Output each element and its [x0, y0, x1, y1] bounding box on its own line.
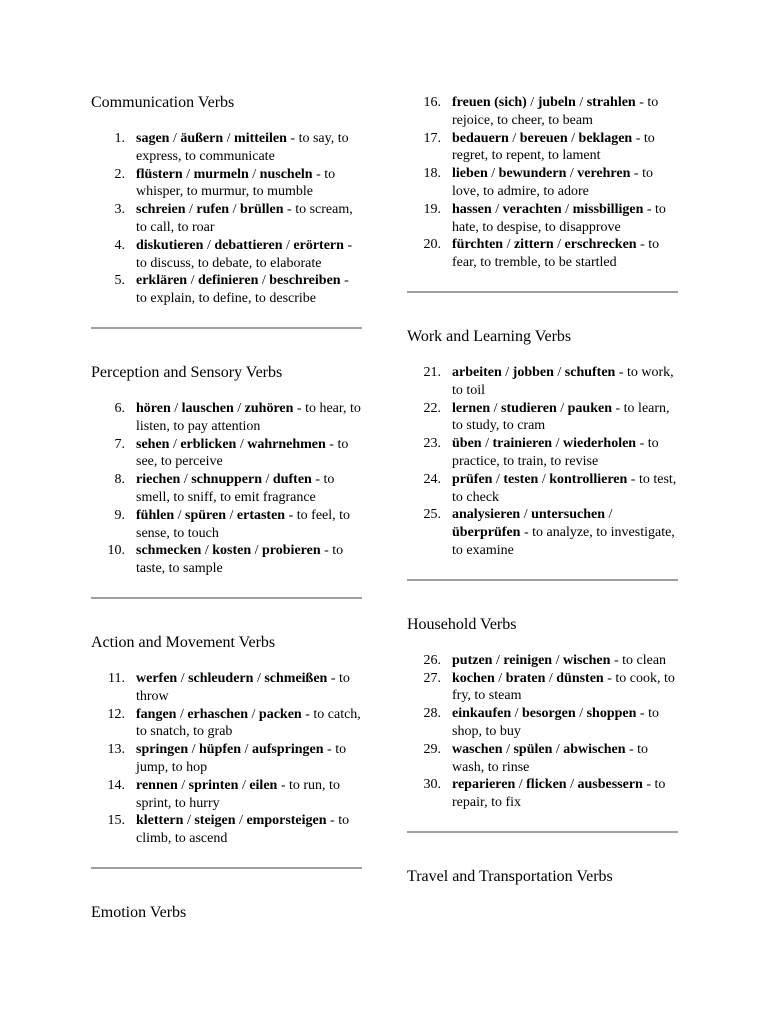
german-verb: lieben [452, 166, 488, 182]
section-title: Work and Learning Verbs [407, 327, 572, 345]
german-verb: reinigen [503, 652, 553, 668]
german-verb: analysieren [452, 507, 521, 523]
list-item: 9. fühlen / spüren / ertasten - to feel, to sense, to touch [91, 507, 362, 543]
german-verb: kochen [452, 670, 495, 686]
list-item: 18. lieben / bewundern / verehren - to love, to admire, to adore [407, 165, 678, 201]
english-meaning: to climb, to ascend [136, 813, 350, 847]
list-item: 16. freuen (sich) / jubeln / strahlen - to rejoice, to cheer, to beam [407, 94, 678, 130]
german-verb: probieren [262, 543, 321, 559]
german-verb: sprinten [188, 777, 239, 793]
item-number: 21. [423, 364, 441, 380]
list-item: 3. schreien / rufen / brüllen - to scream, to call, to roar [91, 201, 362, 237]
german-verb: pauken [567, 400, 612, 416]
german-verb: freuen (sich) [452, 95, 527, 110]
item-number: 27. [423, 670, 441, 686]
german-verb: bewundern [498, 166, 567, 182]
german-verb: diskutieren [136, 237, 204, 253]
german-verb: emporsteigen [246, 813, 327, 829]
list-item: 5. erklären / definieren / beschreiben - to explain, to define, to describe [91, 272, 362, 308]
german-verb: untersuchen [531, 507, 605, 523]
item-number: 11. [108, 670, 125, 686]
english-meaning: to test, to check [452, 471, 677, 505]
english-meaning: to hate, to despise, to disapprove [452, 201, 666, 235]
english-meaning: to catch, to snatch, to grab [136, 706, 361, 740]
section [91, 364, 362, 578]
german-verb: debattieren [214, 237, 283, 253]
german-verb: steigen [194, 813, 236, 829]
german-verb: schmecken [136, 543, 202, 559]
german-verb: mitteilen [234, 131, 287, 146]
german-verb: sagen [136, 131, 170, 146]
section [91, 634, 362, 848]
german-verb: verachten [502, 201, 562, 217]
verb-list [407, 364, 678, 560]
list-item: 22. lernen / studieren / pauken - to learn, to study, to cram [407, 400, 678, 436]
german-verb: murmeln [193, 166, 249, 182]
german-verb: kontrollieren [549, 471, 628, 487]
german-verb: braten [505, 670, 546, 686]
german-verb: überprüfen [452, 525, 521, 541]
item-number: 6. [114, 400, 125, 416]
german-verb: spülen [513, 741, 553, 757]
list-item: 1. sagen / äußern / mitteilen - to say, to express, to communicate [91, 130, 362, 166]
item-number: 9. [114, 507, 125, 523]
german-verb: hören [136, 400, 171, 416]
german-verb: klettern [136, 813, 184, 829]
german-verb: rufen [196, 202, 230, 218]
item-number: 22. [423, 400, 441, 416]
list-item: 10. schmecken / kosten / probieren - to taste, to sample [91, 542, 362, 578]
german-verb: prüfen [452, 471, 493, 487]
german-verb: fangen [136, 706, 177, 722]
item-number: 30. [423, 777, 441, 793]
section-title: Perception and Sensory Verbs [91, 363, 283, 381]
item-number: 25. [423, 507, 441, 523]
german-verb: fühlen [136, 507, 175, 523]
section-title: Communication Verbs [91, 94, 235, 111]
german-verb: strahlen [586, 95, 636, 110]
german-verb: hassen [452, 201, 492, 217]
german-verb: wahrnehmen [247, 436, 326, 452]
verb-list [91, 400, 362, 578]
list-item: 26. putzen / reinigen / wischen - to clean [407, 652, 678, 670]
english-meaning: to work, to toil [452, 364, 674, 398]
section [91, 904, 362, 922]
list-item: 6. hören / lauschen / zuhören - to hear, to listen, to pay attention [91, 400, 362, 436]
item-number: 4. [114, 237, 125, 253]
german-verb: arbeiten [452, 364, 502, 380]
item-number: 17. [423, 130, 441, 146]
german-verb: sehen [136, 436, 170, 452]
german-verb: putzen [452, 652, 493, 668]
english-meaning: to practice, to train, to revise [452, 436, 659, 469]
english-meaning: to say, to express, to communicate [136, 131, 349, 164]
verb-list [407, 652, 678, 812]
list-item: 15. klettern / steigen / emporsteigen - to climb, to ascend [91, 812, 362, 848]
german-verb: ausbessern [577, 777, 643, 793]
list-item: 14. rennen / sprinten / eilen - to run, to sprint, to hurry [91, 777, 362, 813]
item-number: 8. [114, 472, 125, 488]
item-number: 16. [423, 95, 441, 110]
section-title: Travel and Transportation Verbs [407, 867, 613, 885]
german-verb: schleudern [188, 670, 254, 686]
english-meaning: to jump, to hop [136, 742, 347, 775]
german-verb: eilen [249, 777, 278, 793]
list-item: 27. kochen / braten / dünsten - to cook, to fry, to steam [407, 670, 678, 706]
verb-list [407, 94, 678, 272]
english-meaning: to cook, to fry, to steam [452, 670, 675, 704]
section [407, 616, 678, 812]
german-verb: flüstern [136, 166, 183, 182]
right-column [407, 94, 678, 886]
german-verb: bedauern [452, 130, 509, 146]
german-verb: beklagen [578, 130, 633, 146]
list-item: 23. üben / trainieren / wiederholen - to practice, to train, to revise [407, 435, 678, 471]
german-verb: dünsten [556, 670, 604, 686]
item-number: 1. [114, 131, 125, 146]
list-item: 7. sehen / erblicken / wahrnehmen - to see, to perceive [91, 436, 362, 472]
item-number: 19. [423, 201, 441, 217]
list-item: 4. diskutieren / debattieren / erörtern - to discuss, to debate, to elaborate [91, 237, 362, 273]
english-meaning: to feel, to sense, to touch [136, 507, 351, 541]
german-verb: jubeln [537, 95, 576, 110]
german-verb: werfen [136, 670, 178, 686]
german-verb: erörtern [293, 237, 344, 253]
english-meaning: to wash, to rinse [452, 741, 649, 775]
list-item: 28. einkaufen / besorgen / shoppen - to shop, to buy [407, 705, 678, 741]
english-meaning: to clean [622, 652, 667, 668]
german-verb: bereuen [519, 130, 568, 146]
english-meaning: to fear, to tremble, to be startled [452, 237, 660, 271]
german-verb: shoppen [586, 706, 637, 722]
section-title: Household Verbs [407, 615, 517, 633]
english-meaning: to love, to admire, to adore [452, 166, 653, 199]
english-meaning: to taste, to sample [136, 543, 344, 577]
german-verb: lernen [452, 400, 491, 416]
section [407, 94, 678, 272]
german-verb: beschreiben [269, 273, 341, 289]
english-meaning: to rejoice, to cheer, to beam [452, 95, 659, 128]
list-item: 11. werfen / schleudern / schmeißen - to throw [91, 670, 362, 706]
item-number: 13. [107, 742, 125, 758]
english-meaning: to run, to sprint, to hurry [136, 777, 340, 811]
list-item: 8. riechen / schnuppern / duften - to smell, to sniff, to emit fragrance [91, 471, 362, 507]
german-verb: hüpfen [199, 742, 242, 758]
german-verb: waschen [452, 741, 503, 757]
german-verb: jobben [512, 364, 554, 380]
german-verb: kosten [212, 543, 252, 559]
list-item: 21. arbeiten / jobben / schuften - to work, to toil [407, 364, 678, 400]
german-verb: testen [503, 471, 539, 487]
german-verb: zittern [513, 237, 554, 253]
item-number: 20. [423, 237, 441, 253]
left-column [91, 94, 362, 922]
german-verb: abwischen [563, 741, 626, 757]
item-number: 15. [107, 813, 125, 829]
item-number: 10. [107, 543, 125, 559]
german-verb: schuften [564, 364, 616, 380]
item-number: 24. [423, 471, 441, 487]
section-title: Emotion Verbs [91, 903, 187, 921]
item-number: 29. [423, 741, 441, 757]
german-verb: rennen [136, 777, 178, 793]
item-number: 14. [107, 777, 125, 793]
english-meaning: to analyze, to investigate, to examine [452, 525, 675, 558]
german-verb: brüllen [239, 202, 284, 218]
list-item: 2. flüstern / murmeln / nuscheln - to whisper, to murmur, to mumble [91, 166, 362, 202]
item-number: 7. [114, 436, 125, 452]
german-verb: einkaufen [452, 706, 512, 722]
list-item: 24. prüfen / testen / kontrollieren - to test, to check [407, 471, 678, 507]
german-verb: studieren [501, 400, 557, 416]
german-verb: schnuppern [191, 472, 263, 488]
section-title: Action and Movement Verbs [91, 633, 276, 651]
english-meaning: to scream, to call, to roar [136, 202, 353, 235]
english-meaning: to regret, to repent, to lament [452, 130, 655, 164]
german-verb: wiederholen [562, 436, 637, 452]
section [91, 94, 362, 308]
item-number: 18. [423, 166, 441, 182]
german-verb: lauschen [181, 400, 234, 416]
english-meaning: to hear, to listen, to pay attention [136, 400, 361, 434]
english-meaning: to repair, to fix [452, 777, 666, 811]
section [407, 868, 678, 886]
german-verb: trainieren [492, 436, 553, 452]
german-verb: flicken [526, 777, 567, 793]
german-verb: schreien [136, 202, 186, 218]
german-verb: erklären [136, 273, 188, 289]
german-verb: duften [272, 472, 312, 488]
german-verb: üben [452, 436, 482, 452]
verb-list [91, 130, 362, 308]
item-number: 26. [423, 652, 441, 668]
verb-list [91, 670, 362, 848]
german-verb: spüren [185, 507, 226, 523]
item-number: 2. [114, 166, 125, 182]
german-verb: schmeißen [264, 670, 328, 686]
english-meaning: to smell, to sniff, to emit fragrance [136, 472, 335, 505]
english-meaning: to discuss, to debate, to elaborate [136, 255, 322, 271]
english-meaning: to learn, to study, to cram [452, 400, 670, 434]
german-verb: nuscheln [259, 166, 313, 182]
german-verb: äußern [180, 131, 224, 146]
german-verb: erblicken [180, 436, 237, 452]
list-item: 13. springen / hüpfen / aufspringen - to jump, to hop [91, 741, 362, 777]
item-number: 5. [114, 273, 125, 289]
german-verb: wischen [562, 652, 611, 668]
german-verb: definieren [197, 273, 259, 289]
english-meaning: to see, to perceive [136, 436, 349, 470]
german-verb: erschrecken [564, 237, 637, 253]
german-verb: aufspringen [251, 742, 324, 758]
german-verb: zuhören [244, 400, 294, 416]
list-item: 30. reparieren / flicken / ausbessern - to repair, to fix [407, 776, 678, 812]
section [407, 328, 678, 560]
list-item: 29. waschen / spülen / abwischen - to wash, to rinse [407, 741, 678, 777]
german-verb: missbilligen [572, 201, 644, 217]
list-item: 17. bedauern / bereuen / beklagen - to regret, to repent, to lament [407, 130, 678, 166]
item-number: 3. [114, 202, 125, 218]
item-number: 28. [423, 706, 441, 722]
list-item: 19. hassen / verachten / missbilligen - to hate, to despise, to disapprove [407, 201, 678, 237]
german-verb: packen [258, 706, 302, 722]
german-verb: riechen [136, 472, 181, 488]
list-item: 12. fangen / erhaschen / packen - to catch, to snatch, to grab [91, 706, 362, 742]
german-verb: fürchten [452, 237, 504, 253]
list-item: 25. analysieren / untersuchen / überprüfen - to analyze, to investigate, to examine [407, 506, 678, 559]
english-meaning: to shop, to buy [452, 706, 659, 739]
item-number: 23. [423, 436, 441, 452]
german-verb: besorgen [522, 706, 576, 722]
german-verb: reparieren [452, 777, 516, 793]
list-item: 20. fürchten / zittern / erschrecken - to fear, to tremble, to be startled [407, 236, 678, 272]
german-verb: erhaschen [187, 706, 249, 722]
german-verb: ertasten [236, 507, 286, 523]
german-verb: verehren [577, 166, 631, 182]
english-meaning: to whisper, to murmur, to mumble [136, 166, 336, 200]
english-meaning: to explain, to define, to describe [136, 291, 316, 307]
english-meaning: to throw [136, 670, 350, 704]
item-number: 12. [107, 706, 125, 722]
german-verb: springen [136, 742, 189, 758]
